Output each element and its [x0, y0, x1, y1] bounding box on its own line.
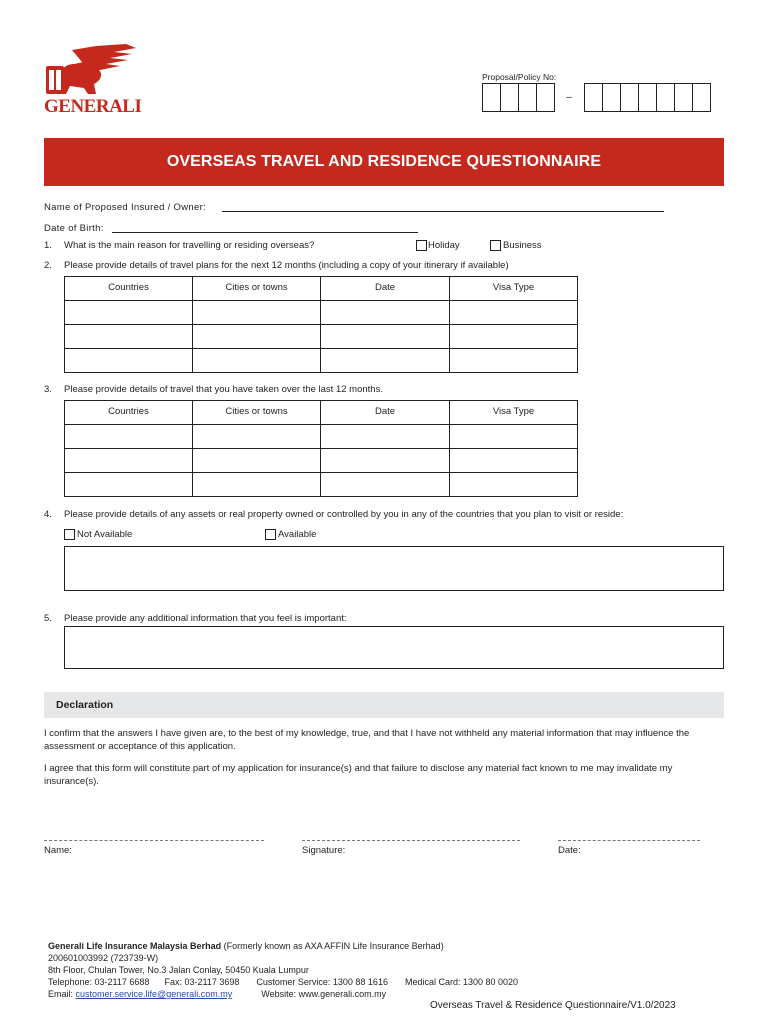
- table-cell[interactable]: [450, 349, 578, 373]
- customer-service: Customer Service: 1300 88 1616: [256, 977, 388, 987]
- q1-number: 1.: [44, 240, 52, 251]
- company-name: Generali Life Insurance Malaysia Berhad: [48, 941, 222, 951]
- email-label: Email:: [48, 989, 74, 999]
- website: Website: www.generali.com.my: [261, 989, 387, 999]
- table-cell[interactable]: [65, 325, 193, 349]
- table-cell[interactable]: [193, 425, 321, 449]
- policy-digit-box[interactable]: [482, 83, 501, 112]
- dob-label: Date of Birth:: [44, 223, 104, 234]
- q4-number: 4.: [44, 509, 52, 520]
- date-label: Date:: [558, 845, 581, 856]
- past-travel-table: [64, 400, 578, 497]
- table-cell[interactable]: [193, 473, 321, 497]
- holiday-checkbox[interactable]: [416, 240, 427, 251]
- table-cell[interactable]: [321, 301, 450, 325]
- policy-digit-box[interactable]: [674, 83, 693, 112]
- page-title: OVERSEAS TRAVEL AND RESIDENCE QUESTIONNAIRE: [44, 138, 724, 186]
- generali-logo: [44, 44, 140, 116]
- date-signature-line[interactable]: [558, 840, 700, 841]
- table-cell[interactable]: [193, 325, 321, 349]
- policy-digit-box[interactable]: [602, 83, 621, 112]
- table-cell[interactable]: [321, 349, 450, 373]
- policy-digit-box[interactable]: [620, 83, 639, 112]
- q1-text: What is the main reason for travelling or residing overseas?: [64, 240, 315, 251]
- company-former-name: (Formerly known as AXA AFFIN Life Insurance Berhad): [223, 941, 444, 951]
- table-cell[interactable]: [450, 425, 578, 449]
- table-cell[interactable]: [321, 325, 450, 349]
- table-cell[interactable]: [450, 301, 578, 325]
- company-footer: [48, 940, 518, 1000]
- table-cell[interactable]: [65, 425, 193, 449]
- email-link[interactable]: customer.service.life@generali.com.my: [75, 989, 233, 999]
- declaration-paragraph-1: I confirm that the answers I have given are, to the best of my knowledge, true, and that I have not withheld any material information that may influence the assessment or acceptance of this application.: [44, 728, 690, 752]
- table-cell[interactable]: [450, 325, 578, 349]
- policy-digit-box[interactable]: [584, 83, 603, 112]
- name-field[interactable]: [222, 211, 664, 212]
- col-header-visa: Visa Type: [450, 277, 578, 301]
- table-cell[interactable]: [193, 301, 321, 325]
- upcoming-travel-table: [64, 276, 578, 373]
- declaration-title: Declaration: [56, 699, 114, 711]
- table-cell[interactable]: [65, 301, 193, 325]
- q2-number: 2.: [44, 260, 52, 271]
- col-header-date: Date: [321, 277, 450, 301]
- signature-line[interactable]: [302, 840, 520, 841]
- policy-digit-box[interactable]: [638, 83, 657, 112]
- table-cell[interactable]: [65, 473, 193, 497]
- policy-digit-box[interactable]: [656, 83, 675, 112]
- telephone: Telephone: 03-2117 6688: [48, 977, 150, 987]
- table-cell[interactable]: [193, 449, 321, 473]
- q3-number: 3.: [44, 384, 52, 395]
- table-row: [65, 425, 578, 449]
- table-cell[interactable]: [65, 349, 193, 373]
- col-header-visa: Visa Type: [450, 401, 578, 425]
- table-row: [65, 449, 578, 473]
- available-label: Available: [278, 529, 317, 540]
- name-signature-line[interactable]: [44, 840, 264, 841]
- policy-digit-box[interactable]: [500, 83, 519, 112]
- policy-separator: –: [566, 92, 572, 103]
- table-cell[interactable]: [321, 425, 450, 449]
- col-header-date: Date: [321, 401, 450, 425]
- policy-digit-box[interactable]: [518, 83, 537, 112]
- fax: Fax: 03-2117 3698: [164, 977, 240, 987]
- medical-card: Medical Card: 1300 80 0020: [404, 977, 519, 987]
- business-checkbox[interactable]: [490, 240, 501, 251]
- company-registration: 200601003992 (723739-W): [48, 953, 159, 963]
- col-header-countries: Countries: [65, 277, 193, 301]
- col-header-cities: Cities or towns: [193, 277, 321, 301]
- additional-info-box[interactable]: [64, 626, 724, 669]
- not-available-checkbox[interactable]: [64, 529, 75, 540]
- q3-text: Please provide details of travel that you have taken over the last 12 months.: [64, 384, 383, 395]
- holiday-label: Holiday: [428, 240, 460, 251]
- col-header-cities: Cities or towns: [193, 401, 321, 425]
- company-address: 8th Floor, Chulan Tower, No.3 Jalan Conlay, 50450 Kuala Lumpur: [48, 965, 309, 975]
- business-label: Business: [503, 240, 542, 251]
- table-row: [65, 349, 578, 373]
- q4-text: Please provide details of any assets or real property owned or controlled by you in any of the countries that you plan to visit or reside:: [64, 509, 624, 520]
- q5-text: Please provide any additional information that you feel is important:: [64, 613, 347, 624]
- signature-label: Signature:: [302, 845, 346, 856]
- table-row: [65, 301, 578, 325]
- policy-number-boxes: [482, 83, 710, 112]
- table-cell[interactable]: [450, 449, 578, 473]
- table-cell[interactable]: [321, 473, 450, 497]
- policy-number-label: Proposal/Policy No:: [482, 72, 557, 82]
- declaration-paragraph-2: I agree that this form will constitute part of my application for insurance(s) and that failure to disclose any material fact known to me may invalidate my insurance(s).: [44, 763, 673, 787]
- table-cell[interactable]: [321, 449, 450, 473]
- table-row: [65, 473, 578, 497]
- name-label: Name of Proposed Insured / Owner:: [44, 202, 206, 213]
- winged-lion-logo: [44, 44, 140, 98]
- table-row: [65, 325, 578, 349]
- brand-wordmark: GENERALI: [44, 96, 142, 117]
- dob-field[interactable]: [112, 232, 418, 233]
- declaration-header: [44, 692, 724, 718]
- policy-digit-box[interactable]: [692, 83, 711, 112]
- assets-details-box[interactable]: [64, 546, 724, 591]
- table-cell[interactable]: [193, 349, 321, 373]
- not-available-label: Not Available: [77, 529, 133, 540]
- form-version: Overseas Travel & Residence Questionnaire/V1.0/2023: [430, 1000, 676, 1011]
- col-header-countries: Countries: [65, 401, 193, 425]
- table-cell[interactable]: [450, 473, 578, 497]
- available-checkbox[interactable]: [265, 529, 276, 540]
- name-label-bottom: Name:: [44, 845, 72, 856]
- q2-text: Please provide details of travel plans for the next 12 months (including a copy of your itinerary if available): [64, 260, 509, 271]
- table-cell[interactable]: [65, 449, 193, 473]
- policy-digit-box[interactable]: [536, 83, 555, 112]
- q5-number: 5.: [44, 613, 52, 624]
